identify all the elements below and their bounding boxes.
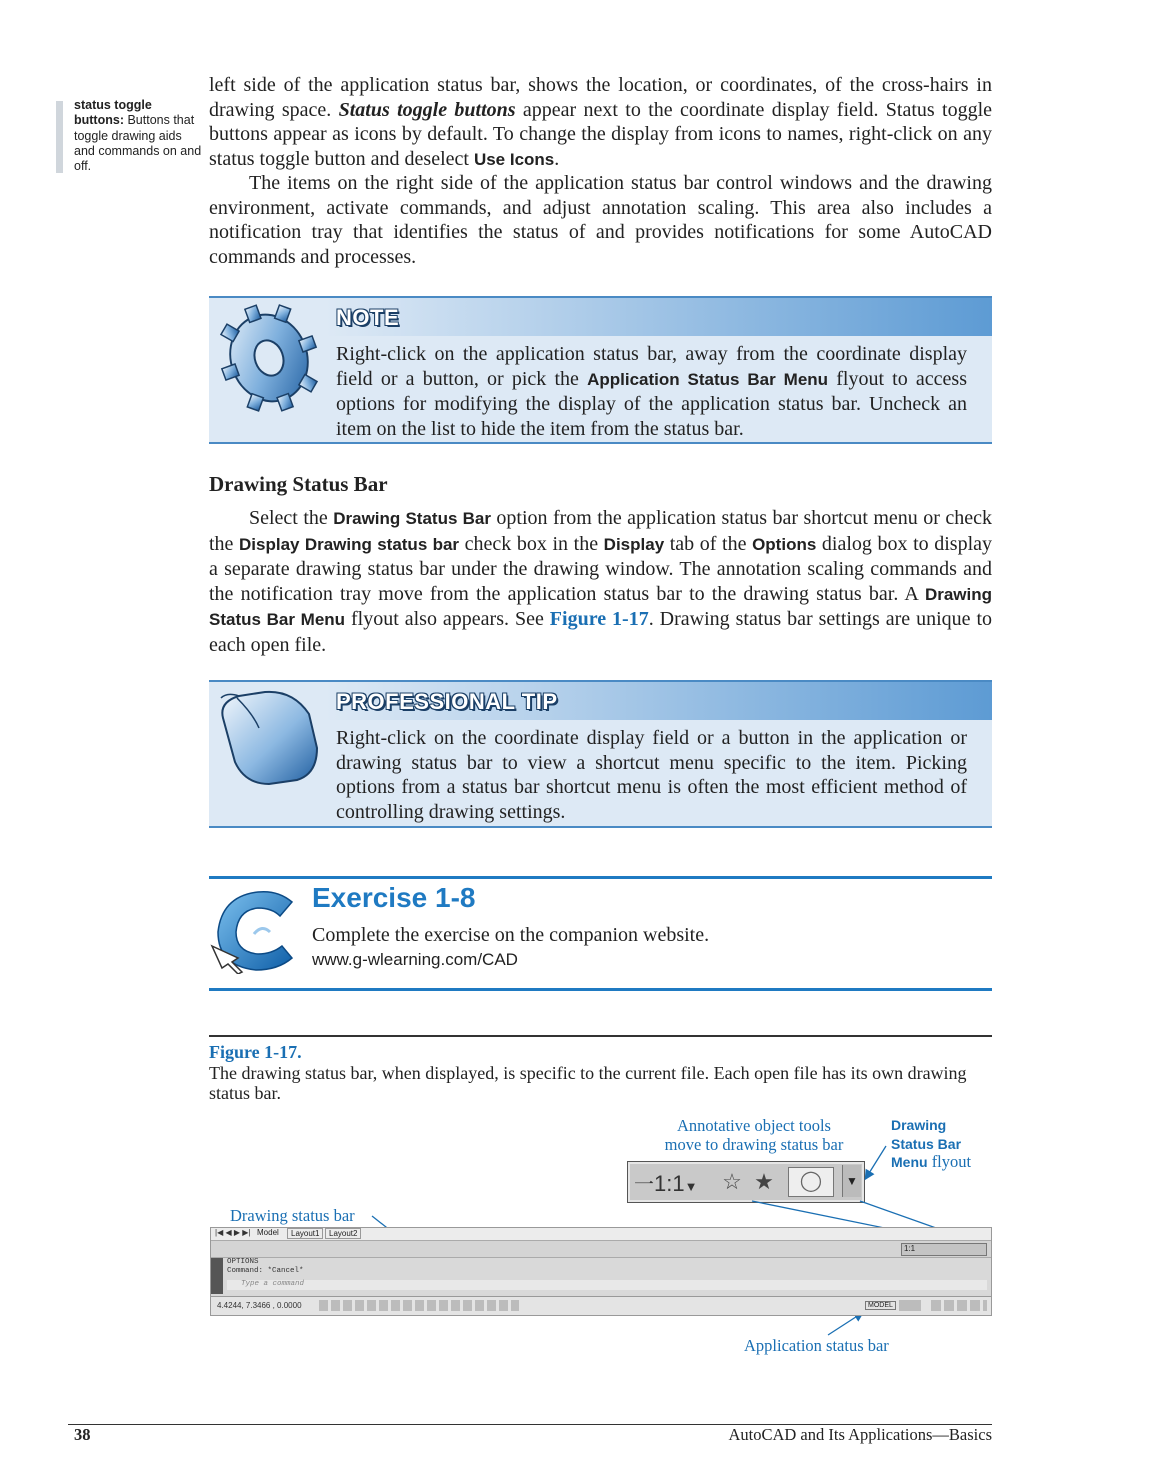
viewport-buttons[interactable] — [899, 1300, 921, 1311]
p1-text-c: . — [554, 147, 560, 170]
drawing-status-bar-menu-icon[interactable]: ▼ — [842, 1165, 861, 1197]
application-status-bar — [211, 1296, 991, 1315]
tab-nav-arrows[interactable]: |◀ ◀ ▶ ▶| — [215, 1228, 251, 1237]
figure-label: Figure 1-17. — [209, 1042, 302, 1062]
status-toggle-buttons[interactable] — [319, 1300, 519, 1311]
callout-drawing-status-bar: Drawing status bar — [230, 1206, 355, 1225]
figure-caption-text: The drawing status bar, when displayed, is specific to the current file. Each open file has its own drawing status bar. — [209, 1062, 967, 1103]
figure-reference-link[interactable]: Figure 1-17 — [549, 608, 649, 631]
callout-annotative-tools: Annotative object tools move to drawing status bar — [664, 1116, 844, 1154]
callout-application-status-bar: Application status bar — [744, 1336, 889, 1355]
note-text: Right-click on the application status bar, away from the coordinate display field or a button, or pick the Application Status Bar Menu flyout to access options for modifying the display of the application status bar. Uncheck an item on the list to hide the item from the status bar. — [336, 343, 967, 440]
command-window — [225, 1258, 991, 1294]
application-tray-buttons[interactable] — [931, 1300, 987, 1311]
cmd-drawing-status-bar-menu: Drawing Status Bar Menu — [209, 584, 992, 630]
p1-command: Use Icons — [473, 149, 555, 169]
paragraph-2: The items on the right side of the application status bar control windows and the drawing environment, activate commands, and adjust annotation scaling. This area also includes a notification tray that identifies the status of and provides notifications for some AutoCAD commands and processes. — [209, 172, 992, 268]
command-line-handle[interactable] — [211, 1258, 223, 1294]
cmd-drawing-status-bar: Drawing Status Bar — [333, 509, 491, 528]
coordinate-display[interactable]: 4.4244, 7.3466 , 0.0000 — [217, 1301, 302, 1310]
cmd-options: Options — [752, 534, 817, 554]
tip-title: PROFESSIONAL TIP — [336, 689, 558, 714]
note-title: NOTE — [336, 305, 400, 330]
mini-annotation-tools[interactable]: 1:1 — [901, 1243, 987, 1256]
cmd-display-tab: Display — [603, 534, 665, 554]
page-number: 38 — [74, 1425, 91, 1444]
exercise-title: Exercise 1-8 — [312, 882, 476, 913]
note-command: Application Status Bar Menu — [587, 369, 829, 389]
p1-text-a: left side of the application status bar, shows the location, or coordinates, of the cross-hairs in drawing space. — [209, 74, 992, 121]
book-title: AutoCAD and Its Applications—Basics — [728, 1425, 992, 1444]
margin-note-definition: Buttons that toggle drawing aids and commands on and off. — [74, 113, 202, 174]
command-history: OPTIONS Command: *Cancel* — [227, 1258, 304, 1275]
p1-term: Status toggle buttons — [338, 98, 516, 121]
auto-scale-icon[interactable]: ★ — [754, 1169, 774, 1194]
annotation-visibility-icon[interactable]: ☆ — [722, 1169, 742, 1194]
tab-layout1[interactable]: Layout1 — [287, 1228, 323, 1239]
callout-flyout: Drawing Status Bar Menu flyout — [891, 1117, 972, 1171]
annotation-scale-dropdown[interactable]: ⼀1:1▼ — [634, 1171, 698, 1196]
tab-model[interactable]: Model — [257, 1228, 279, 1237]
command-input[interactable]: Type a command — [227, 1280, 987, 1290]
model-button[interactable]: MODEL — [865, 1301, 896, 1310]
margin-note-term: status toggle buttons: — [74, 98, 152, 128]
section-heading: Drawing Status Bar — [209, 472, 388, 496]
section-paragraph: Select the Drawing Status Bar option from the application status bar shortcut menu or check the Display Drawing status bar check box in the Display tab of the Options dialog box to display a separate drawing status bar under the drawing window. The annotation scaling commands and the notification tray move from the application status bar to the drawing status bar. A Drawing Status Bar Menu flyout also appears. See Figure 1-17. Drawing status bar settings are unique to each open file. — [209, 507, 993, 656]
drawing-status-bar — [211, 1241, 991, 1258]
notification-lightbulb-icon[interactable]: ◯ — [788, 1167, 834, 1197]
exercise-url[interactable]: www.g-wlearning.com/CAD — [312, 950, 518, 969]
autocad-screen-figure — [210, 1227, 992, 1316]
tab-layout2[interactable]: Layout2 — [325, 1228, 361, 1239]
p1-text-b: appear next to the coordinate display field. Status toggle buttons appear as icons by default. To change the display from icons to names, right-click on any status toggle button and deselect — [209, 98, 993, 170]
layout-tabs-bar — [211, 1228, 991, 1241]
exercise-text: Complete the exercise on the companion website. — [312, 924, 710, 946]
cmd-display-drawing-status-bar: Display Drawing status bar — [239, 534, 460, 554]
tip-text: Right-click on the coordinate display field or a button in the application or drawing status bar to view a shortcut menu specific to the item. Picking options from a status bar shortcut menu is often the most efficient method of controlling drawing settings. — [336, 727, 967, 823]
